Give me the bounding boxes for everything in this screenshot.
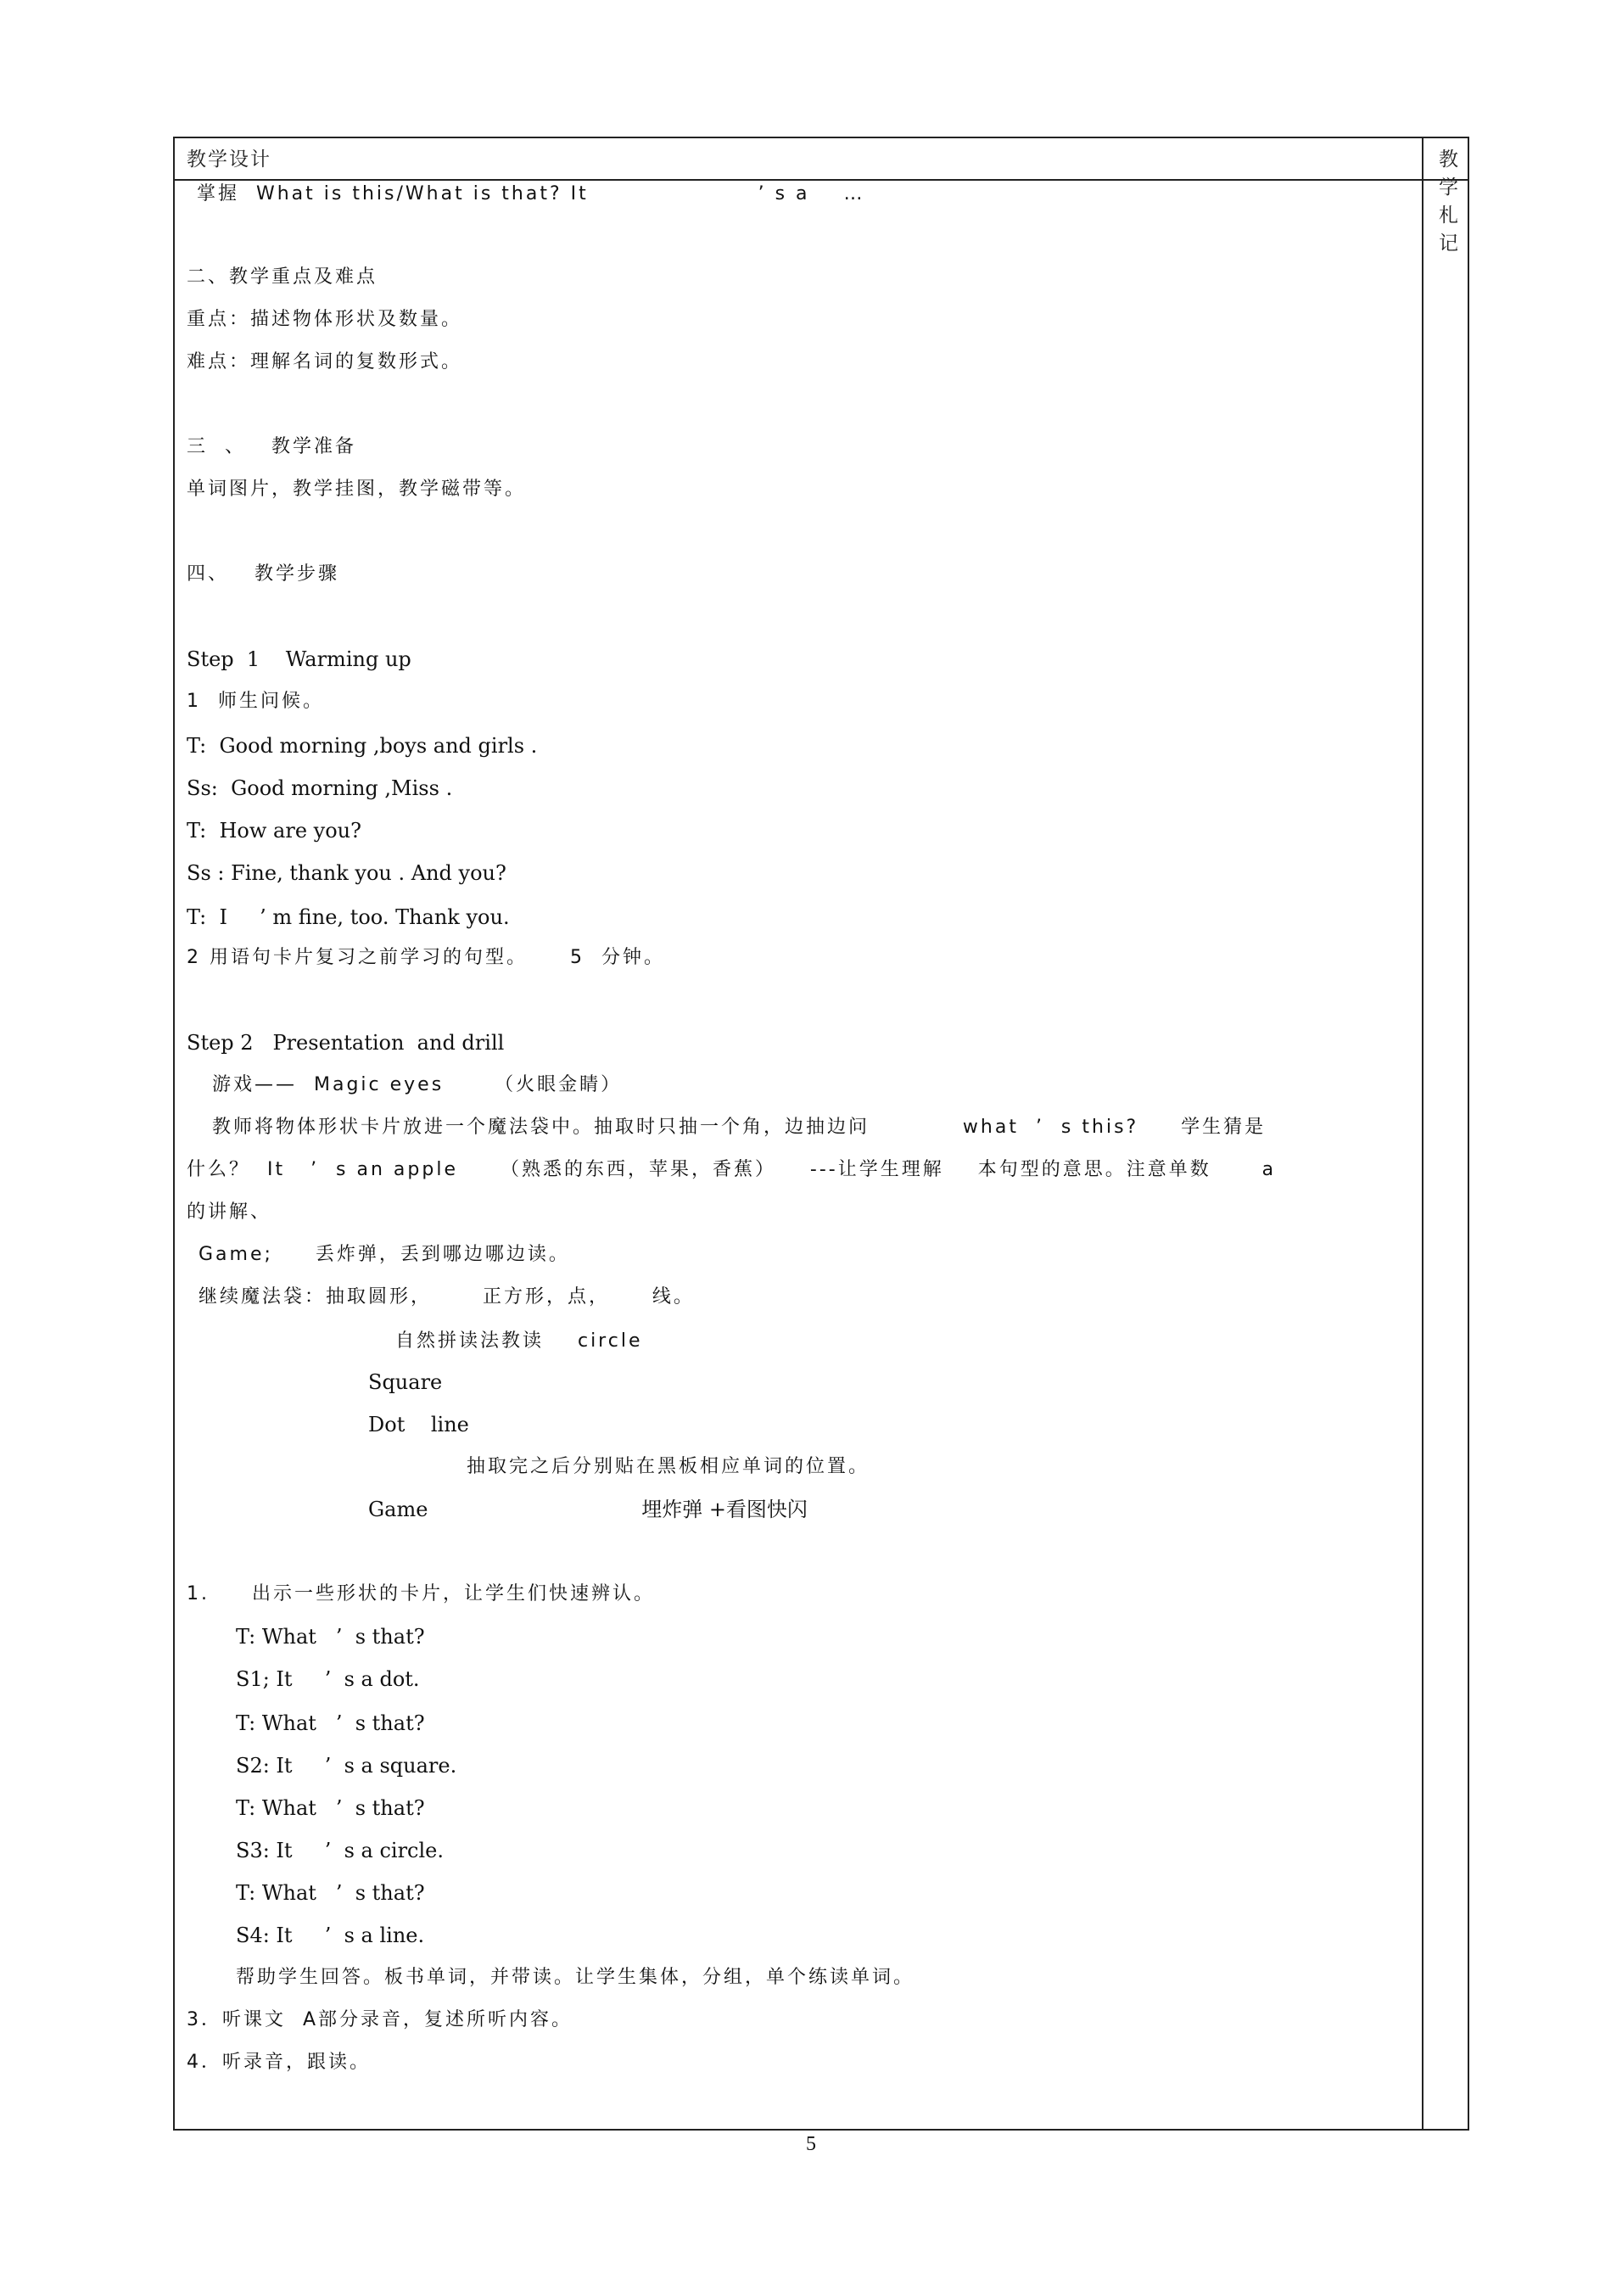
game-bury-bomb: Game 埋炸弹 +看图快闪: [368, 1498, 808, 1521]
help-answer-line: 帮助学生回答。板书单词，并带读。让学生集体，分组，单个练读单词。: [236, 1967, 915, 1988]
word-dot-line: Dot line: [368, 1413, 469, 1436]
word-square: Square: [368, 1370, 443, 1394]
section-preparation: 三 、 教学准备: [187, 436, 356, 457]
dialogue-line: T: What ’ s that?: [236, 1711, 425, 1735]
dialogue-line: T: I ’ m fine, too. Thank you.: [187, 905, 510, 929]
game-magic-eyes: 游戏—— Magic eyes （火眼金睛）: [212, 1074, 623, 1095]
page-number: 5: [806, 2133, 816, 2155]
lesson-plan-table: [173, 137, 1469, 2131]
step2-heading: Step 2 Presentation and drill: [187, 1031, 505, 1055]
dialogue-line: S4: It ’ s a line.: [236, 1924, 425, 1947]
dialogue-line: S3: It ’ s a circle.: [236, 1839, 445, 1862]
activity-3: 3．听课文 A部分录音，复述所听内容。: [187, 2009, 573, 2030]
dialogue-line: T: What ’ s that?: [236, 1625, 425, 1649]
step1-item2: 2 用语句卡片复习之前学习的句型。 5 分钟。: [187, 947, 665, 968]
game-bomb-line: Game; 丢炸弹，丢到哪边哪边读。: [199, 1244, 570, 1265]
step1-heading: Step 1 Warming up: [187, 647, 411, 671]
blackboard-line: 抽取完之后分别贴在黑板相应单词的位置。: [467, 1456, 870, 1477]
dialogue-line: T: What ’ s that?: [236, 1881, 425, 1905]
procedure-line: 教师将物体形状卡片放进一个魔法袋中。抽取时只抽一个角，边抽边问 what ’ s this? 学生猜是: [212, 1117, 1267, 1138]
dialogue-line: T: What ’ s that?: [236, 1796, 425, 1820]
dialogue-line: S1; It ’ s a dot.: [236, 1667, 420, 1691]
section-key-points: 二、教学重点及难点: [187, 266, 378, 288]
key-point: 重点：描述物体形状及数量。: [187, 309, 463, 330]
procedure-line: 什么？ It ’ s an apple （熟悉的东西，苹果，香蕉） ---让学生理解 本句型的意思。注意单数 a: [187, 1159, 1277, 1180]
header-teaching-design: 教学设计: [187, 148, 271, 171]
preparation-text: 单词图片，教学挂图，教学磁带等。: [187, 479, 527, 500]
objective-line: 掌握 What is this/What is that? It ’ s a …: [197, 183, 865, 204]
section-steps: 四、 教学步骤: [187, 563, 339, 585]
activity-4: 4．听录音，跟读。: [187, 2052, 371, 2073]
phonics-line: 自然拼读法教读 circle: [395, 1330, 643, 1352]
activity-1: 1. 出示一些形状的卡片，让学生们快速辨认。: [187, 1583, 655, 1604]
dialogue-line: Ss : Fine, thank you . And you?: [187, 861, 506, 885]
step1-item1: 1 师生问候。: [187, 691, 324, 712]
dialogue-line: T: Good morning ,boys and girls .: [187, 734, 538, 758]
magic-bag-line: 继续魔法袋：抽取圆形， 正方形，点， 线。: [199, 1286, 695, 1308]
dialogue-line: T: How are you?: [187, 819, 361, 843]
procedure-line: 的讲解、: [187, 1201, 272, 1223]
dialogue-line: Ss: Good morning ,Miss .: [187, 776, 453, 800]
dialogue-line: S2: It ’ s a square.: [236, 1754, 457, 1778]
header-teaching-notes: 教学札记: [1439, 148, 1460, 255]
difficult-point: 难点：理解名词的复数形式。: [187, 351, 463, 372]
column-divider: [1422, 138, 1423, 2129]
